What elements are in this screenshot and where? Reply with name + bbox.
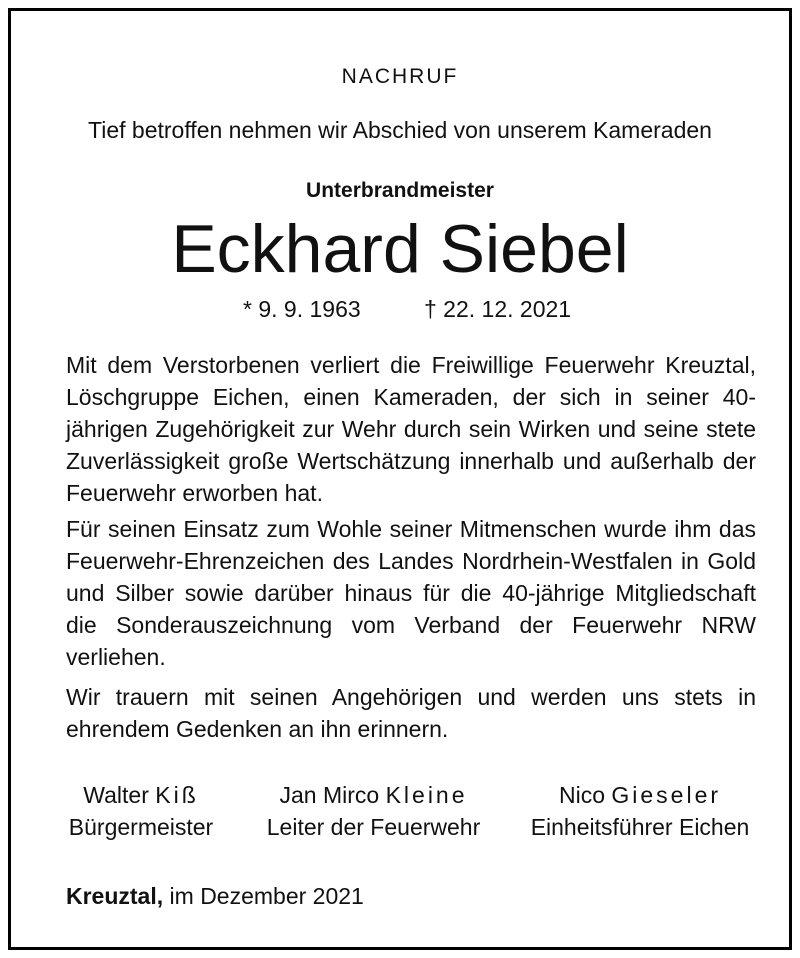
intro-line: Tief betroffen nehmen wir Abschied von unserem Kameraden (88, 117, 712, 143)
death-date: † 22. 12. 2021 (424, 296, 572, 322)
signatory-unit-leader (516, 779, 764, 843)
signatory-mayor (61, 779, 221, 843)
signatory-role: Leiter der Feuerwehr (266, 814, 481, 840)
deceased-rank: Unterbrandmeister (306, 179, 494, 202)
signatory-role: Einheitsführer Eichen (530, 814, 750, 840)
signatory-fire-chief (251, 779, 496, 843)
signatory-name: Walter Kiß (83, 782, 199, 808)
tribute-paragraph: Mit dem Verstorbenen verliert die Freiwillige Feuerwehr Kreuztal, Löschgruppe Eichen, einen Kameraden, der sich in seiner 40-jährigen Zugehörigkeit zur Wehr durch sein Wirken und seine stete Zuverlässigkeit große Wertschätzung innerhalb und außerhalb der Feuerwehr erworben hat. (66, 352, 756, 506)
mourning-paragraph: Wir trauern mit seinen Angehörigen und werden uns stets in ehrendem Gedenken an ihn erinnern. (66, 684, 756, 742)
signatory-name: Nico Gieseler (558, 782, 722, 808)
birth-date: * 9. 9. 1963 (243, 296, 361, 322)
deceased-name: Eckhard Siebel (171, 211, 629, 287)
place-and-date (66, 883, 364, 910)
date: im Dezember 2021 (169, 883, 364, 909)
signatory-name: Jan Mirco Kleine (279, 782, 468, 808)
obituary-notice (8, 8, 792, 950)
place: Kreuztal, (66, 883, 164, 909)
notice-heading: NACHRUF (341, 65, 459, 88)
signatory-role: Bürgermeister (68, 814, 214, 840)
honors-paragraph: Für seinen Einsatz zum Wohle seiner Mitmenschen wurde ihm das Feuerwehr-Ehrenzeichen des Landes Nordrhein-Westfalen in Gold und Silber sowie darüber hinaus für die 40-jährige Mitgliedschaft die Sonderauszeichnung vom Verband der Feuerwehr NRW verliehen. (66, 516, 756, 670)
